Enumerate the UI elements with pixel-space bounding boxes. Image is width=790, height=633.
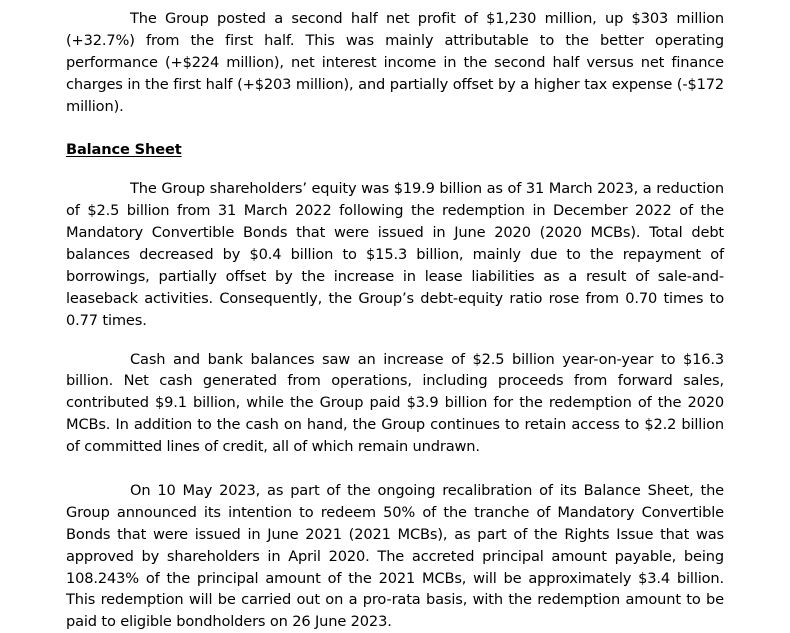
paragraph-cash-and-bank-balances: Cash and bank balances saw an increase of $2.5 billion year-on-year to $16.3 billion. Net cash generated from operations, including proceeds from forward sales, contributed $9.1 billion, while the Group paid $3.9 billion for the redemption of the 2020 MCBs. In addition to the cash on hand, the Group continues to retain access to $2.2 billion of committed lines of credit, all of which remain undrawn. [66, 350, 724, 456]
section-heading-balance-sheet: Balance Sheet [66, 141, 182, 159]
paragraph-mcb-redemption-announcement: On 10 May 2023, as part of the ongoing recalibration of its Balance Sheet, the Group announced its intention to redeem 50% of the tranche of Mandatory Convertible Bonds that were issued in June 2021 (2021 MCBs), as part of the Rights Issue that was approved by shareholders in April 2020. The accreted principal amount payable, being 108.243% of the principal amount of the 2021 MCBs, will be approximately $3.4 billion. This redemption will be carried out on a pro-rata basis, with the redemption amount to be paid to eligible bondholders on 26 June 2023. [66, 482, 724, 631]
paragraph-second-half-profit: The Group posted a second half net profit of $1,230 million, up $303 million (+32.7%) from the first half. This was mainly attributable to the better operating performance (+$224 million), net interest income in the second half versus net finance charges in the first half (+$203 million), and partially offset by a higher tax expense (-$172 million). [66, 10, 724, 115]
spacer [66, 117, 724, 139]
spacer [66, 458, 724, 480]
spacer [66, 332, 724, 349]
paragraph-shareholders-equity: The Group shareholders’ equity was $19.9 billion as of 31 March 2023, a reduction of $2.5 billion from 31 March 2022 following the redemption in December 2022 of the Mandatory Convertible Bonds that were issued in June 2020 (2020 MCBs). Total debt balances decreased by $0.4 billion to $15.3 billion, mainly due to the repayment of borrowings, partially offset by the increase in lease liabilities as a result of sale-and-leaseback activities. Consequently, the Group’s debt-equity ratio rose from 0.70 times to 0.77 times. [66, 180, 724, 329]
spacer [66, 161, 724, 178]
